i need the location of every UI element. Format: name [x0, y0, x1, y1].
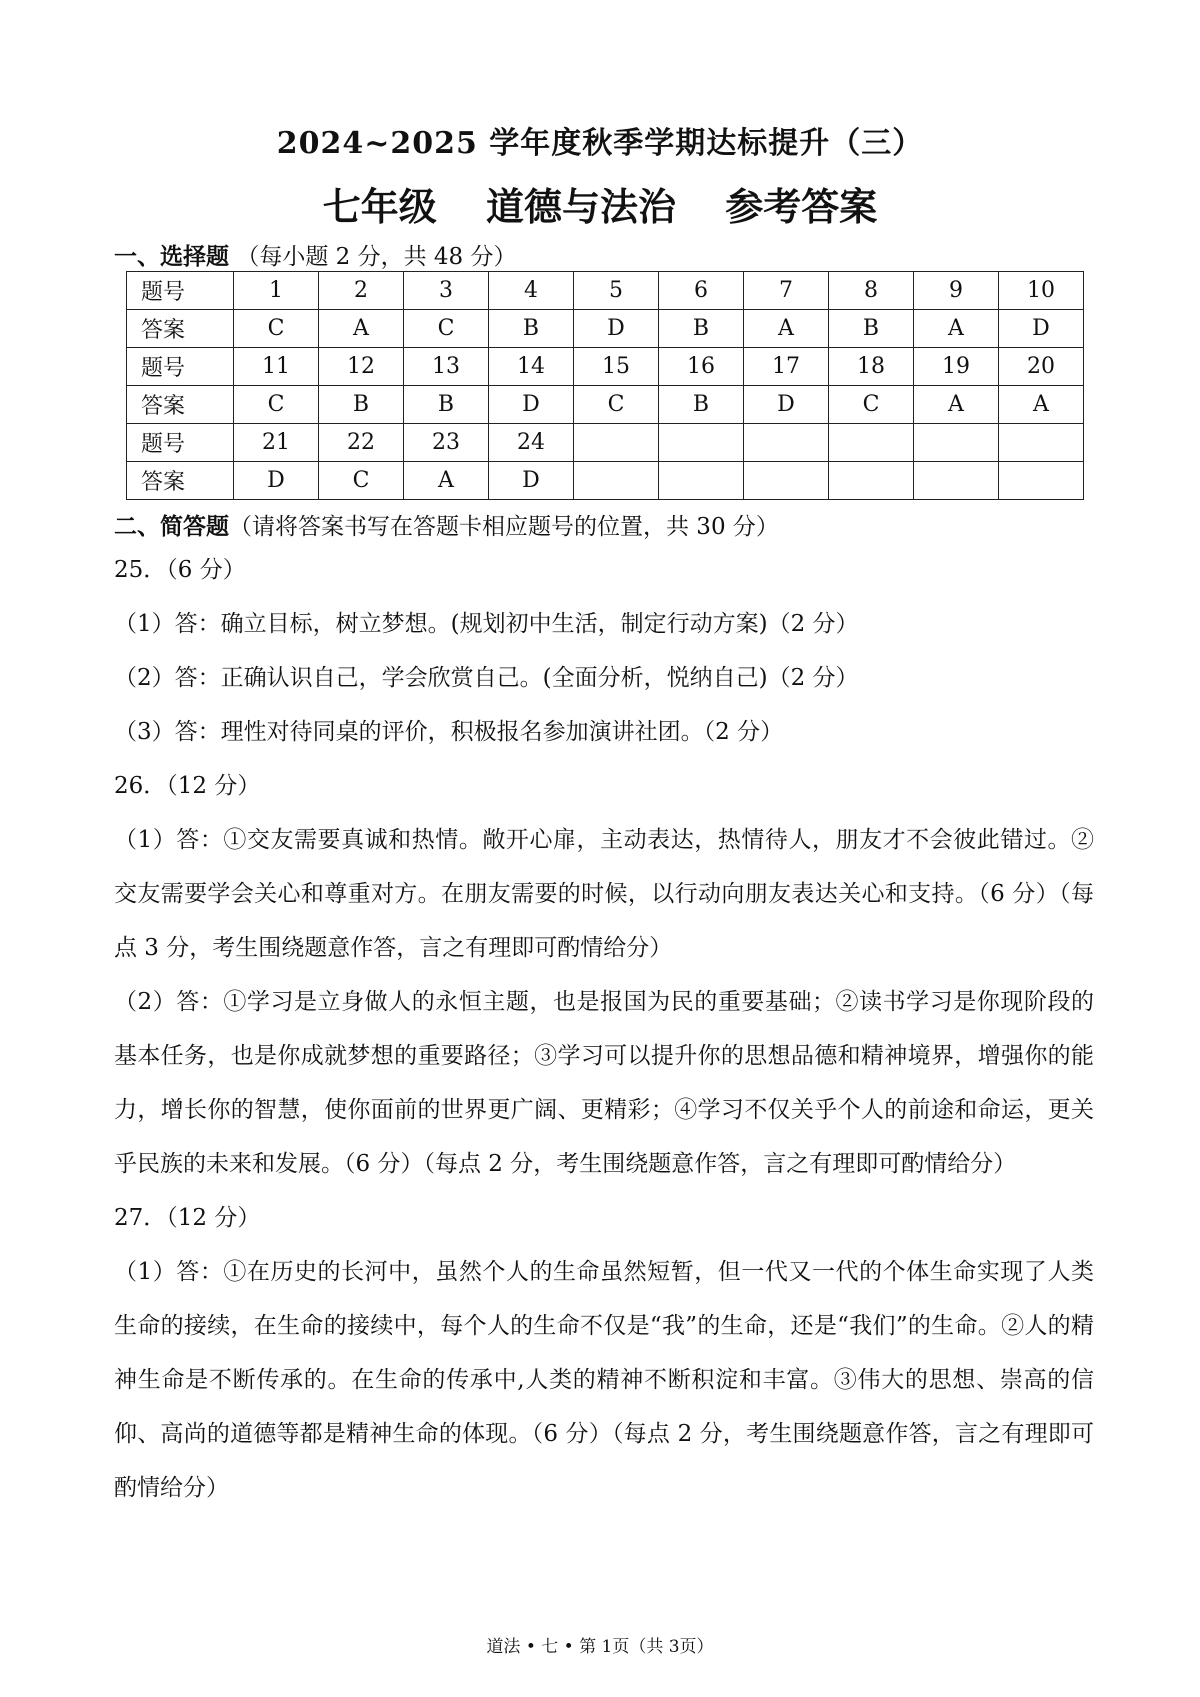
table-cell: D [489, 462, 574, 500]
q25-heading: 25．（6 分） [114, 557, 246, 583]
table-cell: C [234, 310, 319, 348]
table-cell: 2 [319, 272, 404, 310]
table-cell: B [319, 386, 404, 424]
table-cell: A [319, 310, 404, 348]
subtitle-subject: 道德与法治 [485, 184, 676, 229]
table-cell: A [404, 462, 489, 500]
table-cell: 12 [319, 348, 404, 386]
table-row [127, 386, 1084, 424]
table-cell: 23 [404, 424, 489, 462]
table-row [127, 272, 1084, 310]
section-1-heading [114, 238, 516, 271]
table-cell: C [829, 386, 914, 424]
section-1-label: 一、选择题 [114, 244, 229, 270]
table-cell: 10 [999, 272, 1084, 310]
table-cell [829, 424, 914, 462]
table-cell: C [404, 310, 489, 348]
table-cell: B [659, 310, 744, 348]
table-cell [914, 424, 999, 462]
table-cell: 6 [659, 272, 744, 310]
section-2-note: （请将答案书写在答题卡相应题号的位置，共 30 分） [229, 514, 779, 540]
table-cell: C [574, 386, 659, 424]
page-footer: 道法 • 七 • 第 1页（共 3页） [486, 1637, 714, 1657]
table-cell: 13 [404, 348, 489, 386]
table-cell: 22 [319, 424, 404, 462]
table-cell [574, 462, 659, 500]
table-cell: 20 [999, 348, 1084, 386]
table-row [127, 462, 1084, 500]
table-cell [744, 462, 829, 500]
table-cell: C [234, 386, 319, 424]
table-cell: 14 [489, 348, 574, 386]
q25-part3: （3）答：理性对待同桌的评价，积极报名参加演讲社团。（2 分） [114, 719, 784, 745]
section-1-note: （每小题 2 分，共 48 分） [236, 244, 517, 270]
table-cell: A [999, 386, 1084, 424]
table-row [127, 424, 1084, 462]
table-cell: 1 [234, 272, 319, 310]
table-cell: 4 [489, 272, 574, 310]
q25-part1: （1）答：确立目标，树立梦想。(规划初中生活，制定行动方案)（2 分） [114, 611, 859, 637]
table-cell [659, 424, 744, 462]
q26-part2: （2）答：①学习是立身做人的永恒主题，也是报国为民的重要基础；②读书学习是你现阶段的基本任务，也是你成就梦想的重要路径；③学习可以提升你的思想品德和精神境界，增强你的能力，增长你的智慧，使你面前的世界更广阔、更精彩；④学习不仅关乎个人的前途和命运，更关乎民族的未来和发展。（6 分）（每点 2 分，考生围绕题意作答，言之有理即可酌情给分） [114, 989, 1094, 1177]
table-cell: 16 [659, 348, 744, 386]
row-header-cell: 答案 [127, 310, 234, 348]
table-cell: A [914, 386, 999, 424]
table-cell: 21 [234, 424, 319, 462]
table-cell: 24 [489, 424, 574, 462]
table-cell: D [744, 386, 829, 424]
table-cell: 9 [914, 272, 999, 310]
table-cell: D [999, 310, 1084, 348]
q27-part1: （1）答：①在历史的长河中，虽然个人的生命虽然短暂，但一代又一代的个体生命实现了人类生命的接续，在生命的接续中，每个人的生命不仅是“我”的生命，还是“我们”的生命。②人的精神生命是不断传承的。在生命的传承中,人类的精神不断积淀和丰富。③伟大的思想、崇高的信仰、高尚的道德等都是精神生命的体现。（6 分）（每点 2 分，考生围绕题意作答，言之有理即可酌情给分） [114, 1259, 1094, 1501]
table-cell: 7 [744, 272, 829, 310]
row-header-cell: 题号 [127, 272, 234, 310]
row-header-cell: 答案 [127, 462, 234, 500]
table-cell: B [829, 310, 914, 348]
page-title: 2024~2025 学年度秋季学期达标提升（三） [276, 126, 924, 161]
table-cell: 8 [829, 272, 914, 310]
subtitle-type: 参考答案 [725, 184, 878, 229]
table-cell: B [489, 310, 574, 348]
q26-part1: （1）答：①交友需要真诚和热情。敞开心扉，主动表达，热情待人，朋友才不会彼此错过。②交友需要学会关心和尊重对方。在朋友需要的时候，以行动向朋友表达关心和支持。（6 分）（每点 3 分，考生围绕题意作答，言之有理即可酌情给分） [114, 827, 1094, 961]
table-cell: 5 [574, 272, 659, 310]
subtitle-grade: 七年级 [322, 184, 437, 229]
table-cell [829, 462, 914, 500]
table-cell: 15 [574, 348, 659, 386]
table-cell [659, 462, 744, 500]
table-cell: D [234, 462, 319, 500]
answer-table [126, 271, 1084, 500]
table-row [127, 348, 1084, 386]
q25-part2: （2）答：正确认识自己，学会欣赏自己。(全面分析，悦纳自己)（2 分） [114, 665, 859, 691]
table-cell [999, 424, 1084, 462]
table-cell [999, 462, 1084, 500]
table-cell [574, 424, 659, 462]
table-cell: D [489, 386, 574, 424]
table-cell: D [574, 310, 659, 348]
table-cell: B [404, 386, 489, 424]
table-cell [744, 424, 829, 462]
table-cell: 17 [744, 348, 829, 386]
row-header-cell: 题号 [127, 424, 234, 462]
page-subtitle [0, 176, 1200, 231]
table-cell: A [914, 310, 999, 348]
table-cell: 19 [914, 348, 999, 386]
table-cell: C [319, 462, 404, 500]
answer-body [114, 543, 1094, 1515]
q27-heading: 27．（12 分） [114, 1205, 261, 1231]
table-row [127, 310, 1084, 348]
table-cell: B [659, 386, 744, 424]
table-cell: 11 [234, 348, 319, 386]
table-cell [914, 462, 999, 500]
section-2-heading [114, 508, 779, 541]
q26-heading: 26．（12 分） [114, 773, 261, 799]
section-2-label: 二、简答题 [114, 514, 229, 540]
row-header-cell: 题号 [127, 348, 234, 386]
table-cell: 18 [829, 348, 914, 386]
row-header-cell: 答案 [127, 386, 234, 424]
table-cell: A [744, 310, 829, 348]
table-cell: 3 [404, 272, 489, 310]
